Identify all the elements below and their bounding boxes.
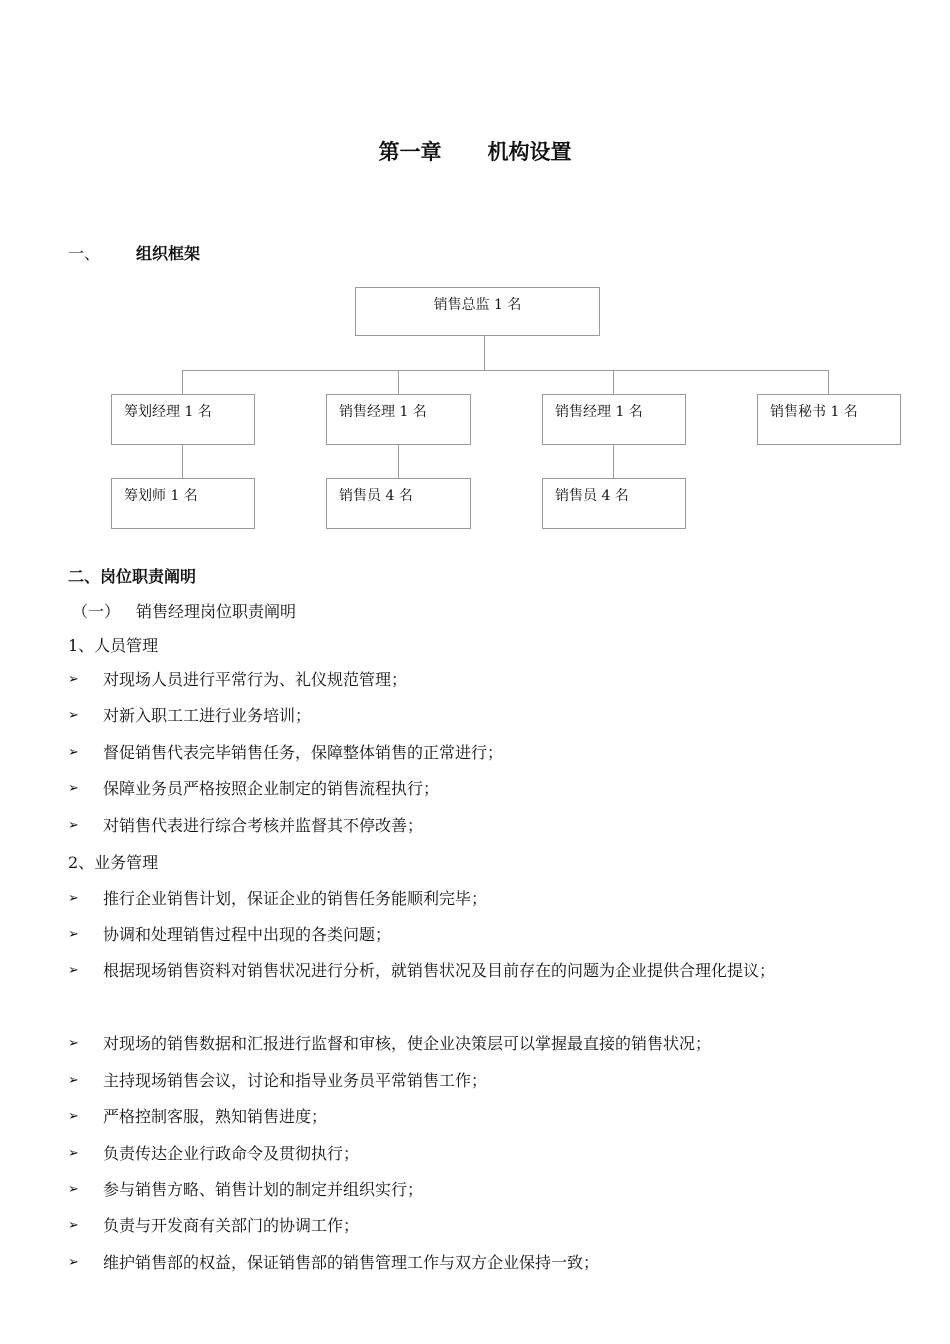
org-box-sales-manager: 销售经理 1 名 xyxy=(326,394,471,445)
bullet-arrow-icon: ➢ xyxy=(68,745,79,760)
bullet-arrow-icon: ➢ xyxy=(68,818,79,833)
list-item: ➢ 参与销售方略、销售计划的制定并组织实行； xyxy=(68,1172,898,1208)
bullet-arrow-icon: ➢ xyxy=(68,1073,79,1088)
list-item: ➢ 对新入职工工进行业务培训； xyxy=(68,698,898,734)
list-item: ➢ 根据现场销售资料对销售状况进行分析，就销售状况及目前存在的问题为企业提供合理化提议； xyxy=(68,953,898,989)
list-item: ➢ 对销售代表进行综合考核并监督其不停改善； xyxy=(68,808,898,844)
section-title: 组织框架 xyxy=(136,244,201,263)
list-item: ➢ 严格控制客服，熟知销售进度； xyxy=(68,1099,898,1135)
bullet-arrow-icon: ➢ xyxy=(68,1218,79,1233)
org-box-director: 销售总监 1 名 xyxy=(355,287,600,336)
list-item: ➢ 负责传达企业行政命令及贯彻执行； xyxy=(68,1136,898,1172)
section-heading-org xyxy=(68,241,200,264)
connector-drop xyxy=(182,370,183,394)
org-box-sales-manager: 销售经理 1 名 xyxy=(542,394,686,445)
chapter-number: 第一章 xyxy=(378,140,442,164)
org-box-salesperson: 销售员 4 名 xyxy=(542,478,686,529)
list-item: ➢ 保障业务员严格按照企业制定的销售流程执行； xyxy=(68,771,898,807)
bullet-arrow-icon: ➢ xyxy=(68,708,79,723)
bullet-arrow-icon: ➢ xyxy=(68,1182,79,1197)
bullet-arrow-icon: ➢ xyxy=(68,1109,79,1124)
section-heading-duties: 二、岗位职责阐明 xyxy=(68,567,197,586)
bullet-arrow-icon: ➢ xyxy=(68,963,79,978)
subsection-marker: （一） xyxy=(72,602,121,621)
connector-staff xyxy=(398,444,399,478)
connector-drop xyxy=(613,370,614,394)
org-chart xyxy=(0,0,950,540)
connector-top xyxy=(484,335,485,370)
list-item: ➢ 协调和处理销售过程中出现的各类问题； xyxy=(68,917,898,953)
list-item: ➢ 督促销售代表完毕销售任务，保障整体销售的正常进行； xyxy=(68,735,898,771)
connector-staff xyxy=(613,444,614,478)
list-item: ➢ 推行企业销售计划，保证企业的销售任务能顺利完毕； xyxy=(68,881,898,917)
bullet-arrow-icon: ➢ xyxy=(68,672,79,687)
bullet-arrow-icon: ➢ xyxy=(68,891,79,906)
subsection-heading xyxy=(72,599,296,622)
org-box-sales-secretary: 销售秘书 1 名 xyxy=(757,394,901,445)
connector-drop xyxy=(828,370,829,394)
chapter-title xyxy=(0,136,950,166)
bullet-arrow-icon: ➢ xyxy=(68,1146,79,1161)
bullet-arrow-icon: ➢ xyxy=(68,1036,79,1051)
org-box-planning-manager: 筹划经理 1 名 xyxy=(111,394,255,445)
chapter-name: 机构设置 xyxy=(487,140,572,164)
org-box-salesperson: 销售员 4 名 xyxy=(326,478,471,529)
list-item: ➢ 负责与开发商有关部门的协调工作； xyxy=(68,1208,898,1244)
list-item: ➢ 对现场人员进行平常行为、礼仪规范管理； xyxy=(68,662,898,698)
connector-bus xyxy=(182,370,828,371)
list-item: ➢ 主持现场销售会议，讨论和指导业务员平常销售工作； xyxy=(68,1063,898,1099)
list-item: ➢ 对现场的销售数据和汇报进行监督和审核，使企业决策层可以掌握最直接的销售状况； xyxy=(68,1026,898,1062)
bullet-arrow-icon: ➢ xyxy=(68,1255,79,1270)
subsection-title: 销售经理岗位职责阐明 xyxy=(136,602,297,621)
bullet-arrow-icon: ➢ xyxy=(68,781,79,796)
list-item: ➢ 维护销售部的权益，保证销售部的销售管理工作与双方企业保持一致； xyxy=(68,1245,898,1281)
connector-staff xyxy=(182,444,183,478)
bullet-arrow-icon: ➢ xyxy=(68,927,79,942)
org-box-planner: 筹划师 1 名 xyxy=(111,478,255,529)
section-marker: 一、 xyxy=(68,244,101,263)
group-title-personnel: 1、人员管理 xyxy=(68,636,159,655)
connector-drop xyxy=(398,370,399,394)
group-title-business: 2、业务管理 xyxy=(68,853,159,872)
